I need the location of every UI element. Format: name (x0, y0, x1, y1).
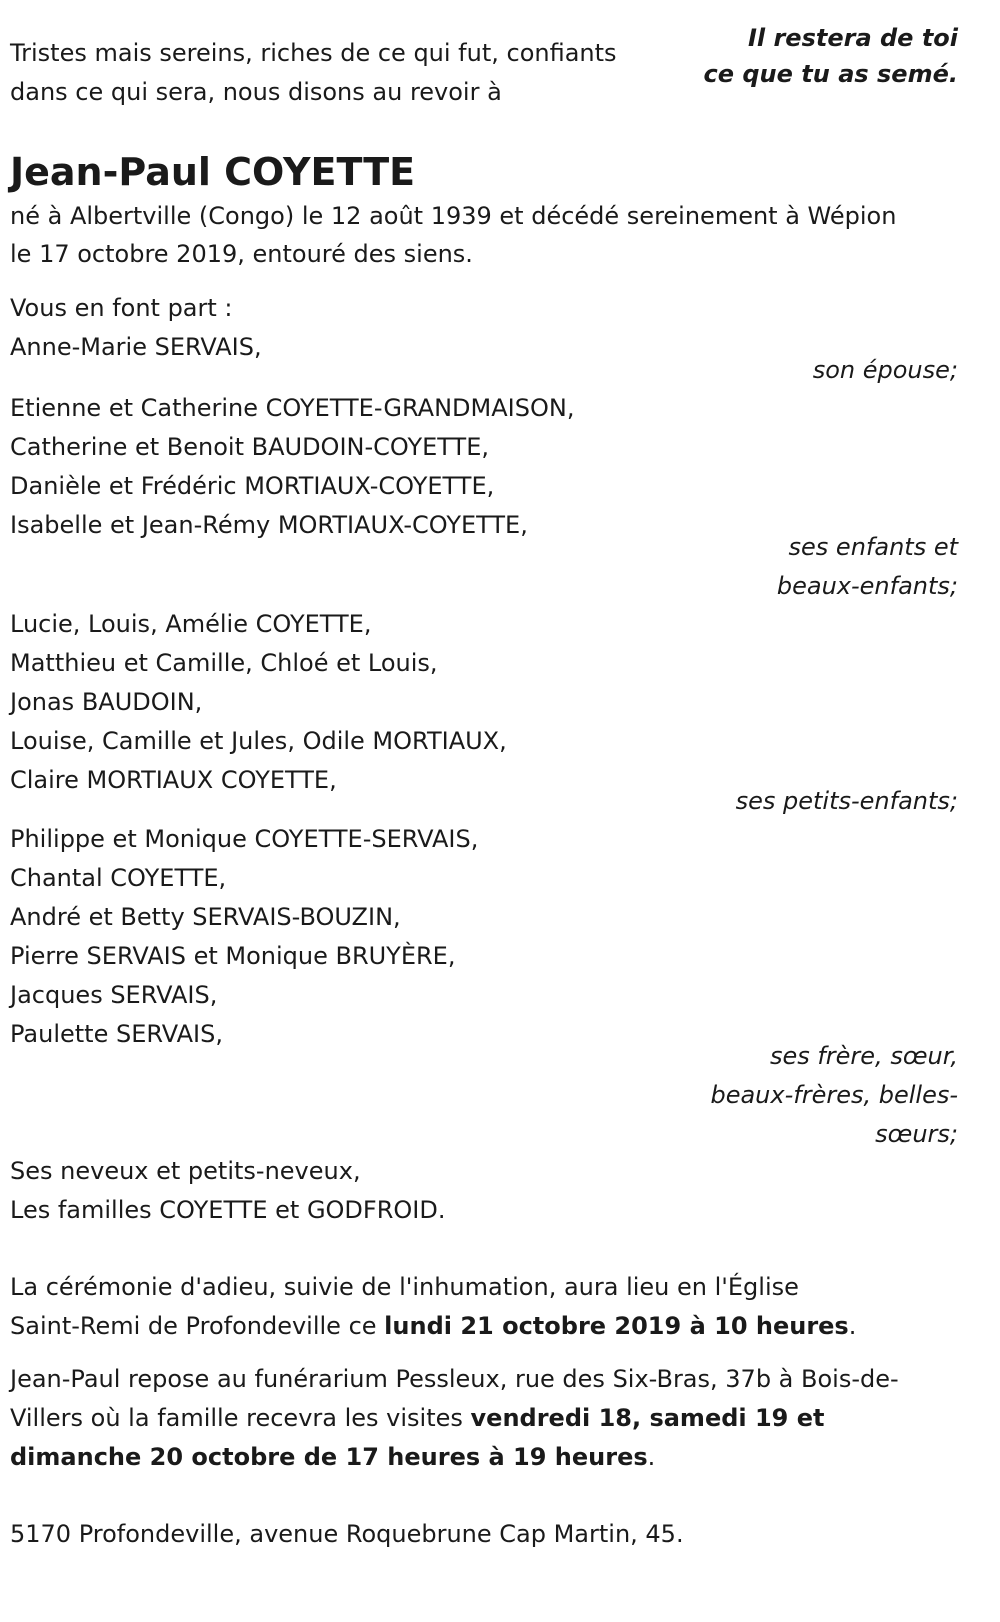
grandchildren-relation: ses petits-enfants; (735, 787, 958, 815)
children-list (10, 389, 574, 545)
siblings-relation-line-3: sœurs; (875, 1120, 958, 1148)
motto-line-2: ce que tu as semé. (703, 60, 958, 88)
list-item: Louise, Camille et Jules, Odile MORTIAUX, (10, 727, 507, 755)
list-item: Jacques SERVAIS, (10, 981, 218, 1009)
ceremony-end: . (848, 1312, 857, 1340)
address: 5170 Profondeville, avenue Roquebrune Cap Martin, 45. (10, 1520, 684, 1548)
announce-block (10, 289, 262, 367)
ceremony-line-1: La cérémonie d'adieu, suivie de l'inhumation, aura lieu en l'Église (10, 1273, 799, 1301)
list-item: Matthieu et Camille, Chloé et Louis, (10, 649, 438, 677)
motto-line-1: Il restera de toi (747, 24, 958, 52)
list-item: Pierre SERVAIS et Monique BRUYÈRE, (10, 942, 456, 970)
motto (704, 20, 958, 92)
others-line-1: Ses neveux et petits-neveux, (10, 1157, 361, 1185)
intro-line-1: Tristes mais sereins, riches de ce qui fut, confiants (10, 39, 617, 67)
ceremony-line-2 (10, 1307, 856, 1346)
visitation-line-2 (10, 1399, 899, 1438)
visitation-days: vendredi 18, samedi 19 et (470, 1404, 825, 1432)
grandchildren-list (10, 605, 507, 800)
list-item: Danièle et Frédéric MORTIAUX-COYETTE, (10, 472, 495, 500)
list-item: Jonas BAUDOIN, (10, 688, 203, 716)
siblings-list (10, 820, 478, 1054)
bio-line-2: le 17 octobre 2019, entouré des siens. (10, 240, 473, 268)
list-item: Catherine et Benoit BAUDOIN-COYETTE, (10, 433, 489, 461)
ceremony-text: Saint-Remi de Profondeville ce (10, 1312, 385, 1340)
bio-line-1: né à Albertville (Congo) le 12 août 1939 et décédé sereinement à Wépion (10, 202, 897, 230)
deceased-name: Jean-Paul COYETTE (10, 150, 416, 194)
spouse-name: Anne-Marie SERVAIS, (10, 333, 262, 361)
ceremony-block (10, 1268, 856, 1346)
siblings-relation-line-1: ses frère, sœur, (769, 1042, 958, 1070)
list-item: Chantal COYETTE, (10, 864, 227, 892)
visitation-hours: dimanche 20 octobre de 17 heures à 19 heures (10, 1443, 648, 1471)
siblings-relation (710, 1037, 958, 1154)
children-relation-line-2: beaux-enfants; (776, 572, 958, 600)
visitation-line-3 (10, 1438, 899, 1477)
visitation-line-1: Jean-Paul repose au funérarium Pessleux, rue des Six-Bras, 37b à Bois-de- (10, 1365, 899, 1393)
list-item: Philippe et Monique COYETTE-SERVAIS, (10, 825, 479, 853)
children-relation-line-1: ses enfants et (788, 533, 958, 561)
others-block (10, 1152, 445, 1230)
ceremony-date: lundi 21 octobre 2019 à 10 heures (384, 1312, 849, 1340)
list-item: André et Betty SERVAIS-BOUZIN, (10, 903, 401, 931)
others-line-2: Les familles COYETTE et GODFROID. (10, 1196, 446, 1224)
list-item: Etienne et Catherine COYETTE-GRANDMAISON, (10, 394, 575, 422)
list-item: Lucie, Louis, Amélie COYETTE, (10, 610, 372, 638)
spouse-relation: son épouse; (812, 356, 958, 384)
list-item: Claire MORTIAUX COYETTE, (10, 766, 337, 794)
announce-text: Vous en font part : (10, 294, 233, 322)
siblings-relation-line-2: beaux-frères, belles- (710, 1081, 958, 1109)
children-relation (777, 528, 958, 606)
intro-line-2: dans ce qui sera, nous disons au revoir à (10, 78, 502, 106)
list-item: Isabelle et Jean-Rémy MORTIAUX-COYETTE, (10, 511, 528, 539)
list-item: Paulette SERVAIS, (10, 1020, 223, 1048)
visitation-block (10, 1360, 899, 1477)
visitation-text: Villers où la famille recevra les visites (10, 1404, 471, 1432)
visitation-end: . (647, 1443, 656, 1471)
